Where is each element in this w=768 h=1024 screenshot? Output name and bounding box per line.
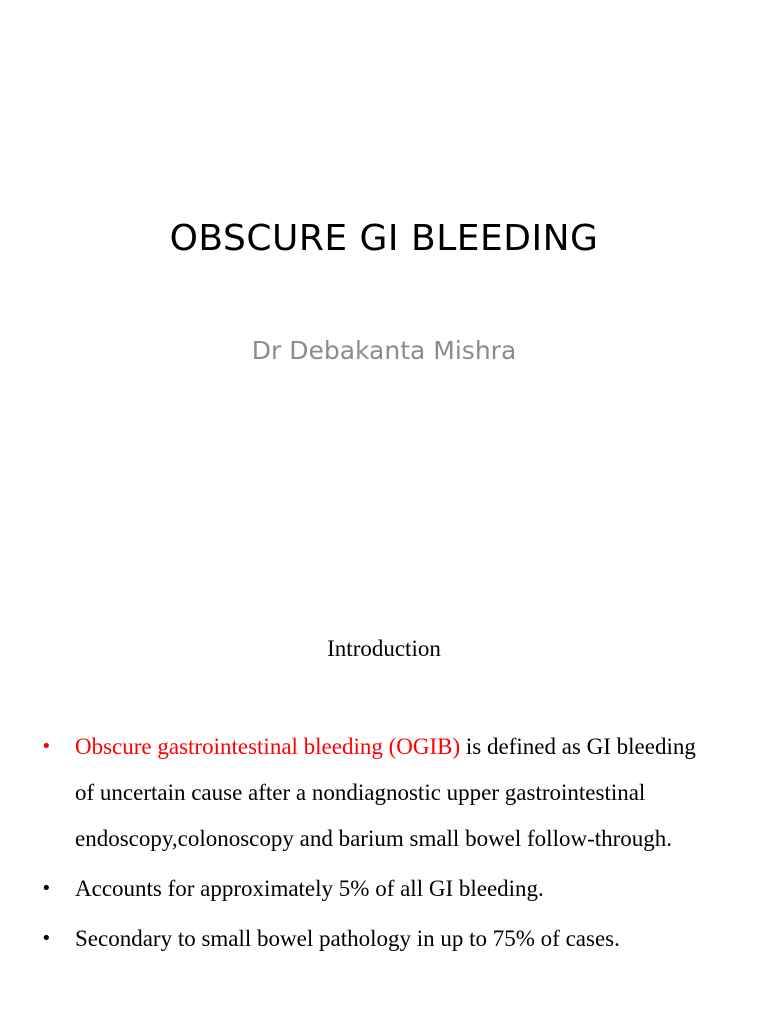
bullet-text: Secondary to small bowel pathology in up to 75% of cases. — [75, 926, 620, 951]
bullet-text: Accounts for approximately 5% of all GI bleeding. — [75, 876, 544, 901]
section-heading: Introduction — [327, 636, 441, 661]
bullet-icon: • — [41, 878, 52, 899]
bullet-item-prevalence — [0, 866, 768, 912]
introduction-slide — [0, 576, 768, 1024]
bullet-item-definition — [0, 724, 768, 862]
bullet-item-pathology — [0, 916, 768, 962]
bullet-text: is defined as GI bleeding of uncertain cause after a nondiagnostic upper gastrointestinal endoscopy,colonoscopy and barium small bowel follow-through. — [75, 734, 696, 851]
bullet-icon: • — [41, 736, 52, 757]
bullet-list — [0, 724, 768, 962]
highlighted-term: Obscure gastrointestinal bleeding (OGIB) — [75, 734, 461, 759]
slide-title: OBSCURE GI BLEEDING — [169, 218, 599, 259]
bullet-icon: • — [41, 928, 52, 949]
slide-subtitle: Dr Debakanta Mishra — [251, 336, 517, 365]
